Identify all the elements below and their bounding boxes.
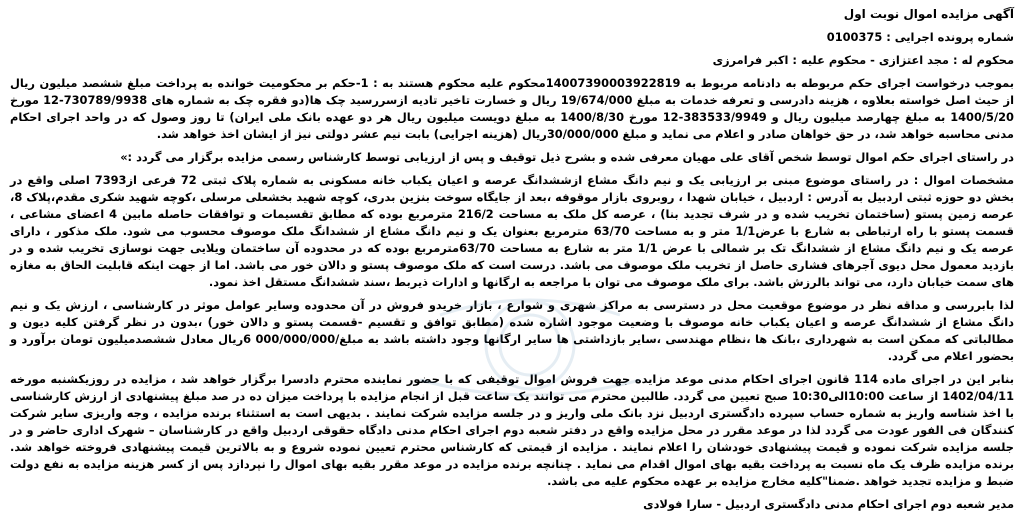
paragraph-valuation: لذا بابررسی و مداقه نظر در موضوع موقعیت محل در دسترسی به مراکز شهری و شوارع ، بازار خریدو فروش در آن محدوده وسایر عوامل موثر در کارشناسی ، ارزش یک و نیم دانگ مشاع از ششدانگ عرصه و اعیان یکباب خانه موصوف با وضعیت موجود اشاره شده (مطابق توافق و تقسیم -قسمت پستو و دالان خور) ،بدون در نظر گرفتن کلیه دیون و مطالباتی که ممکن است به شهرداری ،بانک ها ،نظام مهندسی ،سایر بازداشتی ها سایر ارگانها وجود داشته باشد به مبلغ/000/000/000 6ریال معادل ششصدمیلیون تومان برآورد و بحضور اعلام می گردد. <box>10 298 1015 363</box>
parties-line: محکوم له : مجد اعتزازی - محکوم علیه : اکبر فرامرزی <box>712 53 1014 67</box>
paragraph-property-details: مشخصات اموال : در راستای موضوع مبنی بر ارزیابی یک و نیم دانگ مشاع ازششدانگ عرصه و اعیان یکباب خانه مسکونی به شماره پلاک ثبتی 72 فرعی از7393 اصلی واقع در بخش دو حوزه ثبتی اردبیل به آدرس : اردبیل ، خیابان شهدا ، روبروی بازار موقوفه ،بعد از جایگاه سوخت بنزین بدری، کوچه شهید بخشعلی مرسلی ،کوچه شهید شکری مقدم،پلاک 8، عرصه زمین پستو (ساختمان تخریب شده و در شرف تجدید بنا) ، عرصه کل ملک به مساحت 216/2 مترمربع بوده که مطابق تقسیمات و توافقات حاصله مابین 4 اعضای مشاعی ، قسمت پستو با راه ارتباطی به شارع با عرض1/1 متر و به مساحت 63/70 مترمربع بعنوان یک و نیم دانگ مشاع از ششدانگ ملک موصوف محسوب می شود. ملک مذکور ، دارای عرصه یک و نیم دانگ مشاع از ششدانگ تک بر شمالی با عرض 1/1 متر به شارع به مساحت 63/70مترمربع بوده که در محدوده آن ساختمان ویلایی جهت نوسازی تخریب شده و در بازدید معمول محل دیوی آجرهای فشاری حاصل از تخریب ملک موصوف می باشد. درست است که ملک موصوف پستو و دالان خور می باشد. اما از جهت اینکه قابلیت الحاق به مغازه های سمت خیابان دارد، می تواند بالرزش باشد. برای ملک موصوف می توان با مراجعه به ارگانها و ادارات ذیربط ،سند ششدانگ مستقل اخذ نمود. <box>10 173 1015 289</box>
case-number: شماره پرونده اجرایی : 0100375 <box>826 30 1014 44</box>
signature-line: مدیر شعبه دوم اجرای احکام مدنی دادگستری اردبیل - سارا فولادی <box>643 497 1014 511</box>
paragraph-judgment: بموجب درخواست اجرای حکم مربوطه به دادنامه مربوط به 14007390003922819محکوم علیه محکوم هستند به : 1-حکم بر محکومیت خوانده به پرداخت مبلغ ششصد میلیون ریال از حیث اصل خواسته بعلاوه ، هزینه دادرسی و تعرفه خدمات به مبلغ 19/674/000 ریال و خسارت تاخیر تادیه ازسررسید چک ها(دو فقره چک به شماره های 730789/9938-12 مورخ 1400/5/20 به مبلغ چهارصد میلیون ریال و 383533/9949-12 مورخ 1400/8/30 به مبلغ دویست میلیون ریال هر دو عهده بانک ملی ایران) تا روز وصول که در واحد اجرای احکام مدنی محاسبه خواهد شد، در حق خواهان صادر و اعلام می نماید و مبلغ 30/000/000ریال (هزینه اجرایی) بابت نیم عشر دولتی نیز از ایشان اخذ خواهد شد. <box>10 76 1014 141</box>
paragraph-auction-terms: بنابر این در اجرای ماده 114 قانون اجرای احکام مدنی موعد مزایده جهت فروش اموال توقیفی که با حضور نماینده محترم دادسرا برگزار خواهد شد ، مزایده در روزیکشنبه مورخه 1402/04/11 از ساعت 10:00الی10:30 صبح تعیین می گردد. طالبین محترم می توانند یک ساعت قبل از انجام مزایده با پرداخت میزان ده در صد مبلغ پیشنهادی از ارزش کارشناسی با اخذ شناسه واریز به شماره حساب سپرده دادگستری اردبیل نزد بانک ملی واریز و در جلسه مزایده شرکت نمایند . بدیهی است به استثناء برنده مزایده ، وجه واریزی سایر شرکت کنندگان فی الفور عودت می گردد لذا در موعد مقرر در محل مزایده واقع در دفتر شعبه دوم اجرای احکام مدنی دادگاه حقوقی اردبیل واقع در کارشناسان – شهرک اداری حاضر و در جلسه مزایده شرکت نموده و قیمت پیشنهادی خودشان را اعلام نمایند . مزایده از قیمتی که کارشناس محترم تعیین نموده شروع و به بالاترین قیمت پیشنهادی فروخته خواهد شد. برنده مزایده ظرف یک ماه نسبت به پرداخت بقیه بهای اموال اقدام می نماید . چنانچه برنده مزایده در موعد مقرر بقیه بهای اموال را نپردازد پس از کسر هزینه مزایده به نفع دولت ضبط و مزایده تجدید خواهد .ضمنا"کلیه مخارج مزایده بر عهده محکوم علیه می باشد. <box>10 372 1014 488</box>
notice-title: آگهی مزایده اموال نوبت اول <box>843 7 1014 21</box>
paragraph-seizure: در راستای اجرای حکم اموال توسط شخص آقای علی مهیان معرفی شده و بشرح ذیل توقیف و پس از ارزیابی توسط کارشناس رسمی مزایده برگزار می گردد :» <box>120 150 1014 164</box>
